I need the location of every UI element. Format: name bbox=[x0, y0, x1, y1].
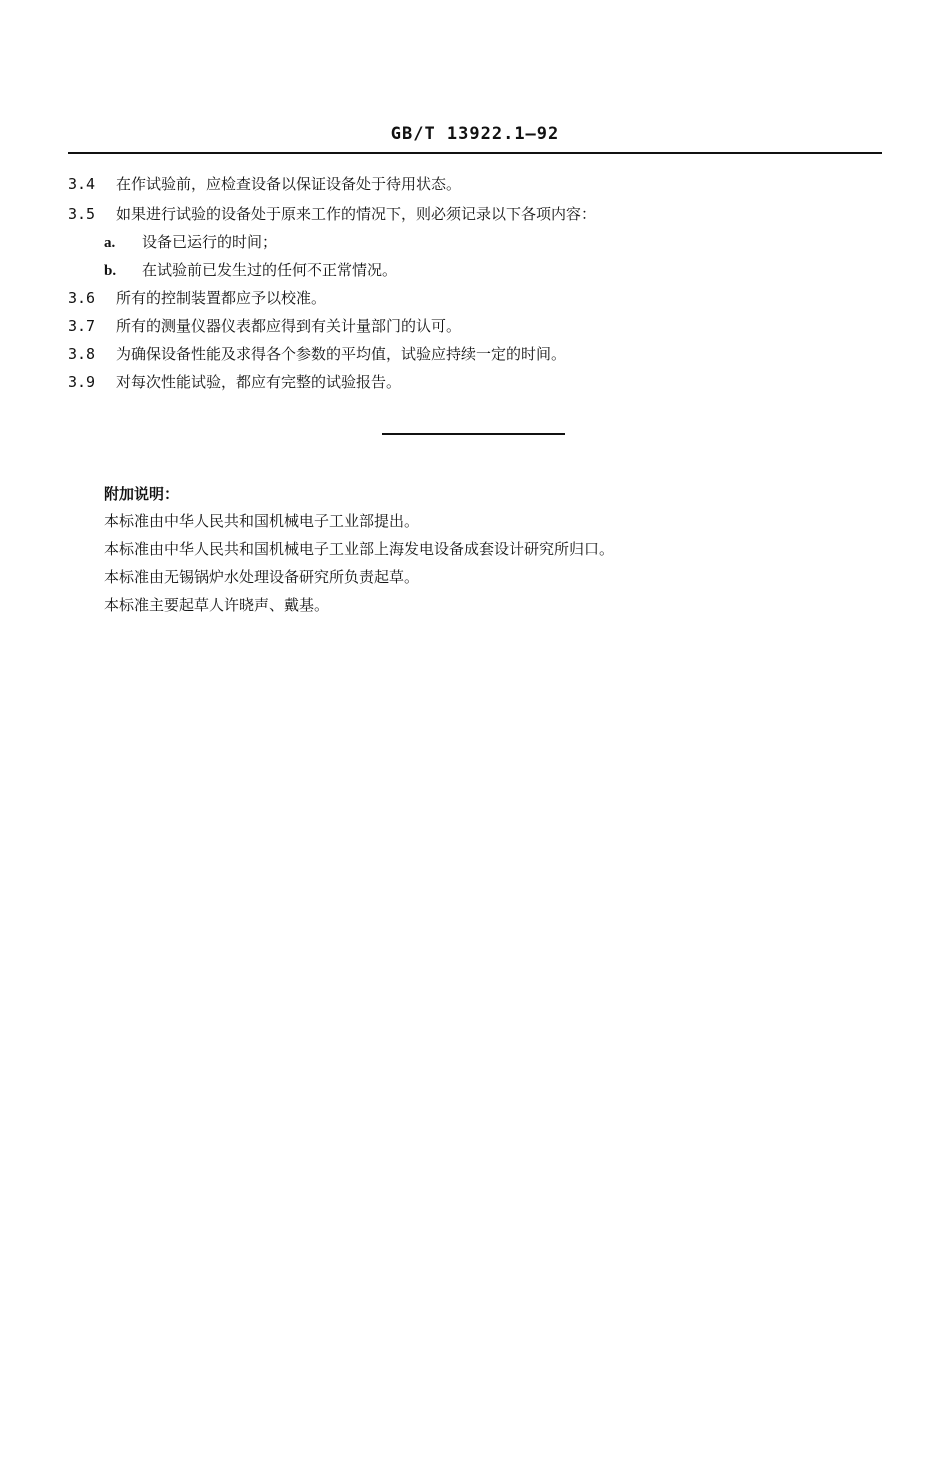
clause-text: 所有的测量仪器仪表都应得到有关计量部门的认可。 bbox=[116, 317, 462, 335]
note-line: 本标准由中华人民共和国机械电子工业部提出。 bbox=[104, 512, 420, 530]
clause-text: 为确保设备性能及求得各个参数的平均值，试验应持续一定的时间。 bbox=[116, 345, 567, 363]
standard-code-header: GB/T 13922.1—92 bbox=[390, 124, 560, 144]
clause-3-4 bbox=[68, 174, 461, 194]
notes-title: 附加说明： bbox=[104, 485, 180, 503]
clause-text: 在作试验前，应检查设备以保证设备处于待用状态。 bbox=[116, 175, 462, 193]
clause-number: 3.9 bbox=[68, 373, 96, 391]
clause-text: 所有的控制装置都应予以校准。 bbox=[116, 289, 327, 307]
clause-number: 3.7 bbox=[68, 317, 96, 335]
note-line: 本标准由中华人民共和国机械电子工业部上海发电设备成套设计研究所归口。 bbox=[104, 540, 615, 558]
clause-number: 3.5 bbox=[68, 205, 96, 223]
clause-number: 3.8 bbox=[68, 345, 96, 363]
subitem-letter: a. bbox=[104, 235, 116, 251]
clause-text: 对每次性能试验，都应有完整的试验报告。 bbox=[116, 373, 402, 391]
subitem-text: 设备已运行的时间； bbox=[142, 233, 278, 251]
clause-number: 3.4 bbox=[68, 175, 96, 193]
subitem-letter: b. bbox=[104, 263, 117, 279]
subitem-text: 在试验前已发生过的任何不正常情况。 bbox=[142, 261, 398, 279]
note-line: 本标准由无锡锅炉水处理设备研究所负责起草。 bbox=[104, 568, 420, 586]
clause-3-9 bbox=[68, 372, 401, 392]
clause-text: 如果进行试验的设备处于原来工作的情况下，则必须记录以下各项内容： bbox=[116, 205, 597, 223]
clause-3-5 bbox=[68, 204, 596, 224]
clause-number: 3.6 bbox=[68, 289, 96, 307]
header-divider bbox=[68, 152, 882, 154]
subitem-a bbox=[104, 232, 277, 253]
subitem-b bbox=[104, 260, 397, 281]
end-divider bbox=[382, 433, 565, 435]
clause-3-7 bbox=[68, 316, 461, 336]
clause-3-8 bbox=[68, 344, 566, 364]
clause-3-6 bbox=[68, 288, 326, 308]
note-line: 本标准主要起草人许晓声、戴基。 bbox=[104, 596, 330, 614]
